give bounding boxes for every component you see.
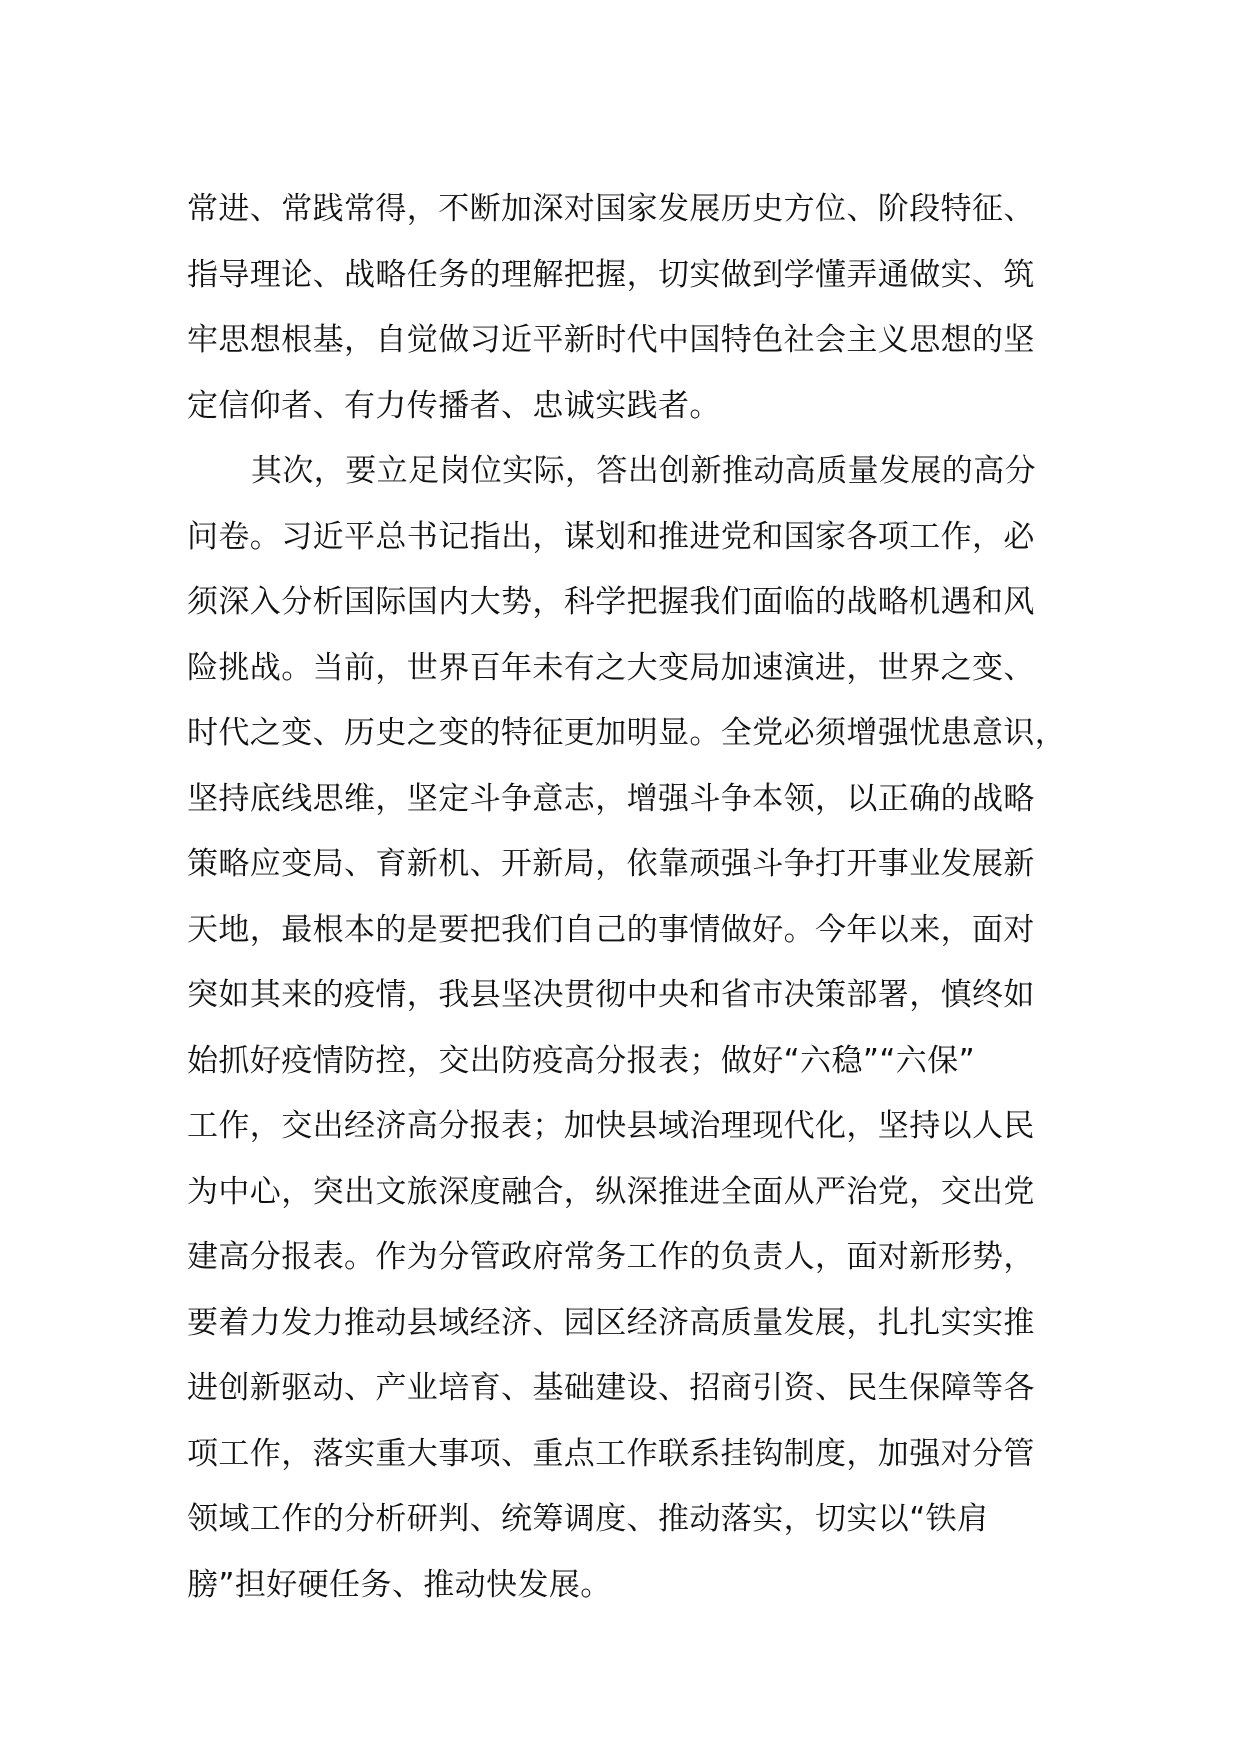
- paragraph-line: 天地，最根本的是要把我们自己的事情做好。今年以来，面对: [187, 911, 1035, 948]
- paragraph-line: 为中心，突出文旅深度融合，纵深推进全面从严治党，交出党: [187, 1173, 1035, 1210]
- paragraph-line: 项工作，落实重大事项、重点工作联系挂钩制度，加强对分管: [187, 1435, 1035, 1472]
- paragraph-line: 策略应变局、育新机、开新局，依靠顽强斗争打开事业发展新: [187, 846, 1035, 882]
- paragraph-1: [187, 177, 1067, 439]
- paragraph-line: 突如其来的疫情，我县坚决贯彻中央和省市决策部署，慎终如: [187, 977, 1035, 1013]
- paragraph-line: 常进、常践常得，不断加深对国家发展历史方位、阶段特征、: [187, 191, 1035, 227]
- paragraph-line: 须深入分析国际国内大势，科学把握我们面临的战略机遇和风: [187, 584, 1035, 620]
- paragraph-2: [187, 439, 1067, 1618]
- paragraph-line: 时代之变、历史之变的特征更加明显。全党必须增强忧患意识，: [187, 715, 1067, 751]
- paragraph-line: 问卷。习近平总书记指出，谋划和推进党和国家各项工作，必: [187, 518, 1035, 555]
- paragraph-line: 始抓好疫情防控，交出防疫高分报表；做好“六稳”“六保”: [187, 1042, 976, 1079]
- document-body: [187, 177, 1067, 1618]
- paragraph-line: 定信仰者、有力传播者、忠诚实践者。: [187, 387, 721, 424]
- paragraph-line: 要着力发力推动县域经济、园区经济高质量发展，扎扎实实推: [187, 1304, 1035, 1341]
- paragraph-line: 指导理论、战略任务的理解把握，切实做到学懂弄通做实、筑: [187, 256, 1035, 293]
- paragraph-line: 工作，交出经济高分报表；加快县域治理现代化，坚持以人民: [187, 1108, 1035, 1144]
- paragraph-line: 建高分报表。作为分管政府常务工作的负责人，面对新形势，: [187, 1239, 1035, 1275]
- paragraph-line: 坚持底线思维，坚定斗争意志，增强斗争本领，以正确的战略: [187, 780, 1035, 817]
- paragraph-line: 进创新驱动、产业培育、基础建设、招商引资、民生保障等各: [187, 1370, 1035, 1406]
- paragraph-line: 牢思想根基，自觉做习近平新时代中国特色社会主义思想的坚: [187, 322, 1035, 358]
- paragraph-first-line: 其次，要立足岗位实际，答出创新推动高质量发展的高分: [251, 453, 1036, 489]
- paragraph-line: 领域工作的分析研判、统筹调度、推动落实，切实以“铁肩: [187, 1501, 989, 1537]
- paragraph-line: 膀”担好硬任务、推动快发展。: [187, 1566, 612, 1603]
- paragraph-line: 险挑战。当前，世界百年未有之大变局加速演进，世界之变、: [187, 649, 1035, 686]
